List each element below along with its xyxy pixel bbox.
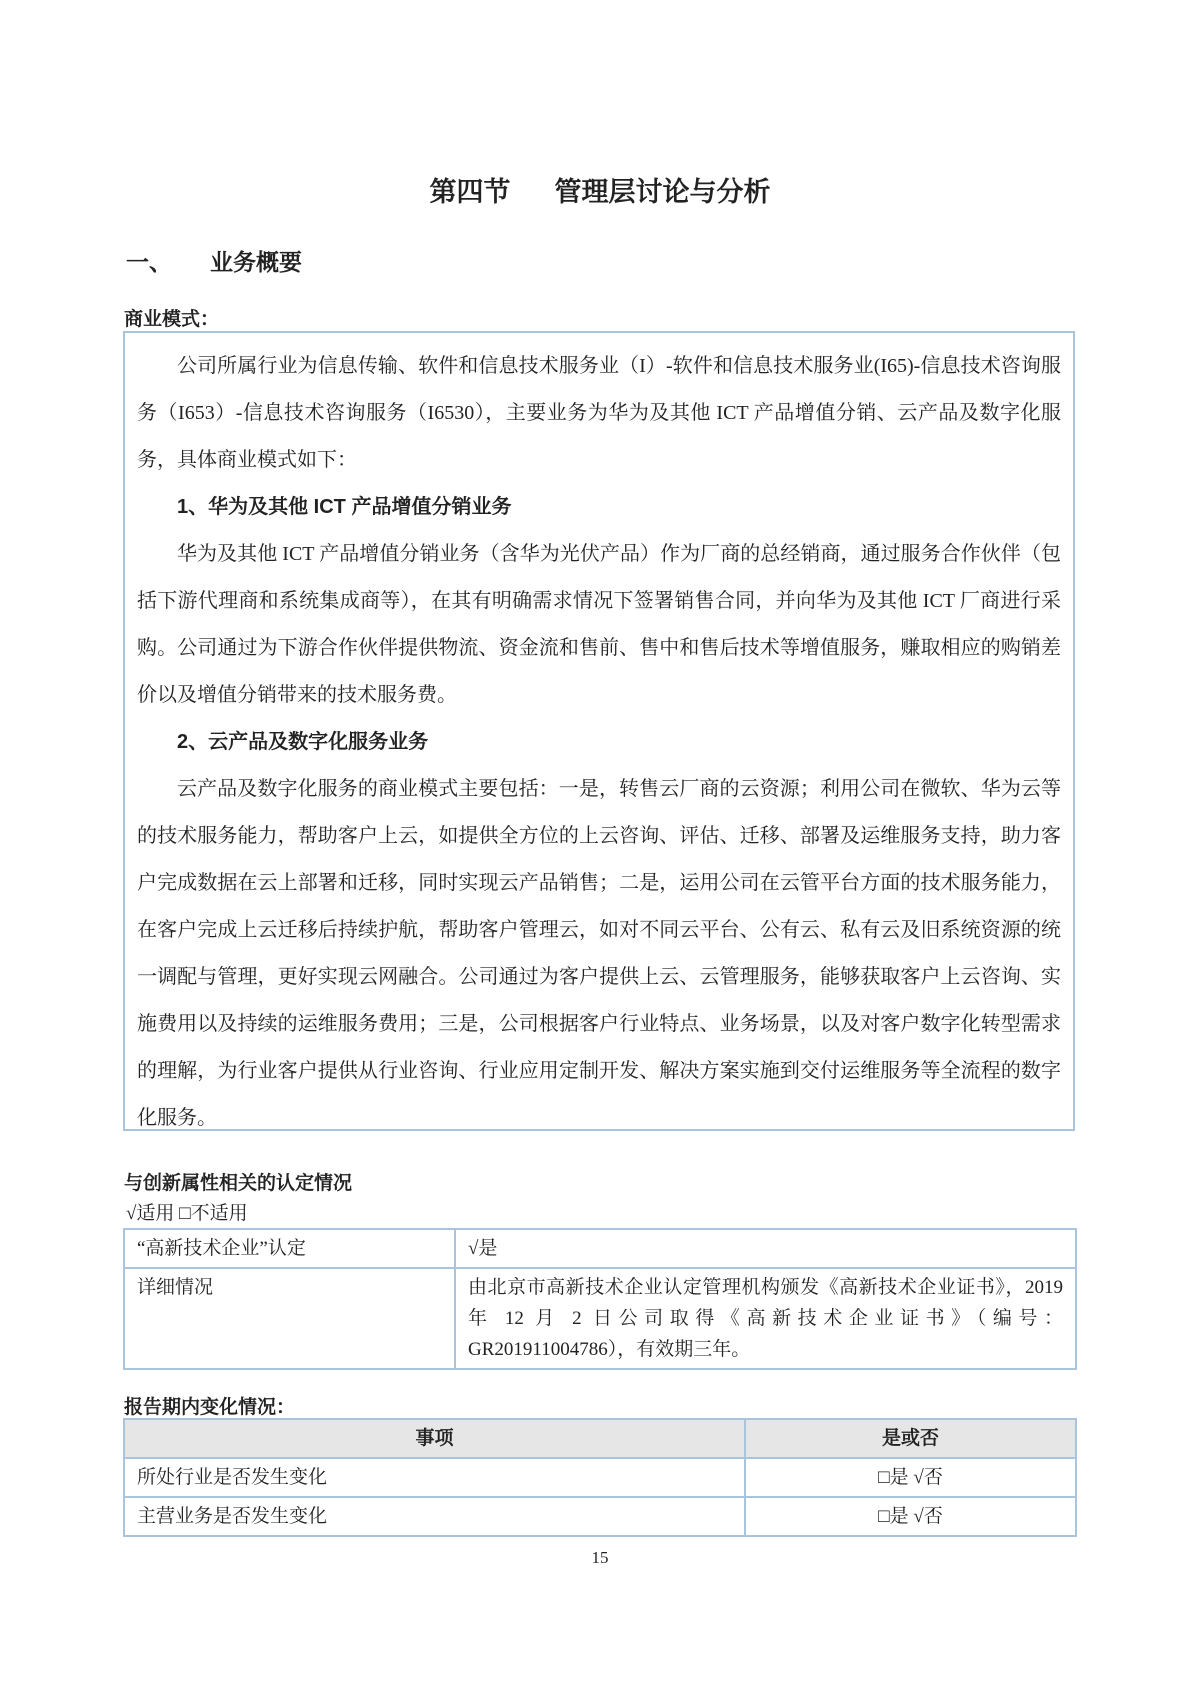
table-row	[124, 1268, 1076, 1369]
subheading: 2、云产品及数字化服务业务	[177, 731, 429, 753]
heading-number: 一、	[126, 249, 172, 275]
cell-label: “高新技术企业”认定	[124, 1229, 455, 1268]
cell-value: □是 √否	[745, 1497, 1076, 1536]
section-number: 第四节	[429, 177, 511, 207]
page-title	[0, 170, 1200, 209]
paragraph: 云产品及数字化服务的商业模式主要包括：一是，转售云厂商的云资源；利用公司在微软、华为云等的技术服务能力，帮助客户上云，如提供全方位的上云咨询、评估、迁移、部署及运维服务支持，助力客户完成数据在云上部署和迁移，同时实现云产品销售；二是，运用公司在云管平台方面的技术服务能力，在客户完成上云迁移后持续护航，帮助客户管理云，如对不同云平台、公有云、私有云及旧系统资源的统一调配与管理，更好实现云网融合。公司通过为客户提供上云、云管理服务，能够获取客户上云咨询、实施费用以及持续的运维服务费用；三是，公司根据客户行业特点、业务场景，以及对客户数字化转型需求的理解，为行业客户提供从行业咨询、行业应用定制开发、解决方案实施到交付运维服务等全流程的数字化服务。	[137, 778, 1061, 1129]
subheading: 1、华为及其他 ICT 产品增值分销业务	[177, 496, 512, 518]
business-model-heading: 商业模式：	[124, 309, 220, 330]
section-title: 管理层讨论与分析	[554, 177, 771, 207]
paragraph: 华为及其他 ICT 产品增值分销业务（含华为光伏产品）作为厂商的总经销商，通过服务合作伙伴（包括下游代理商和系统集成商等），在其有明确需求情况下签署销售合同，并向华为及其他 ICT 厂商进行采购。公司通过为下游合作伙伴提供物流、资金流和售前、售中和售后技术等增值服务，赚取相应的购销差价以及增值分销带来的技术服务费。	[137, 543, 1061, 706]
heading-label: 业务概要	[210, 249, 302, 275]
table-row	[124, 1458, 1076, 1497]
header-item: 事项	[124, 1419, 745, 1458]
applicability: √适用 □不适用	[126, 1203, 248, 1224]
innovation-table	[123, 1228, 1077, 1370]
cell-value: □是 √否	[745, 1458, 1076, 1497]
table-row	[124, 1229, 1076, 1268]
table-header-row	[124, 1419, 1076, 1458]
header-value: 是或否	[745, 1419, 1076, 1458]
table-row	[124, 1497, 1076, 1536]
cell-value: √是	[455, 1229, 1076, 1268]
changes-table	[123, 1418, 1077, 1537]
cell-item: 所处行业是否发生变化	[124, 1458, 745, 1497]
cell-item: 主营业务是否发生变化	[124, 1497, 745, 1536]
section-heading	[126, 244, 302, 277]
page-number: 15	[591, 1548, 609, 1567]
business-model-box	[123, 331, 1075, 1131]
paragraph: 公司所属行业为信息传输、软件和信息技术服务业（I）-软件和信息技术服务业(I65)-信息技术咨询服务（I653）-信息技术咨询服务（I6530），主要业务为华为及其他 ICT 产品增值分销、云产品及数字化服务，具体商业模式如下：	[137, 355, 1061, 471]
cell-value: 由北京市高新技术企业认定管理机构颁发《高新技术企业证书》，2019 年 12 月 2 日公司取得《高新技术企业证书》（编号：GR201911004786），有效期三年。	[455, 1268, 1076, 1369]
innovation-heading: 与创新属性相关的认定情况	[124, 1173, 353, 1194]
cell-label: 详细情况	[124, 1268, 455, 1369]
changes-heading: 报告期内变化情况：	[124, 1397, 296, 1418]
